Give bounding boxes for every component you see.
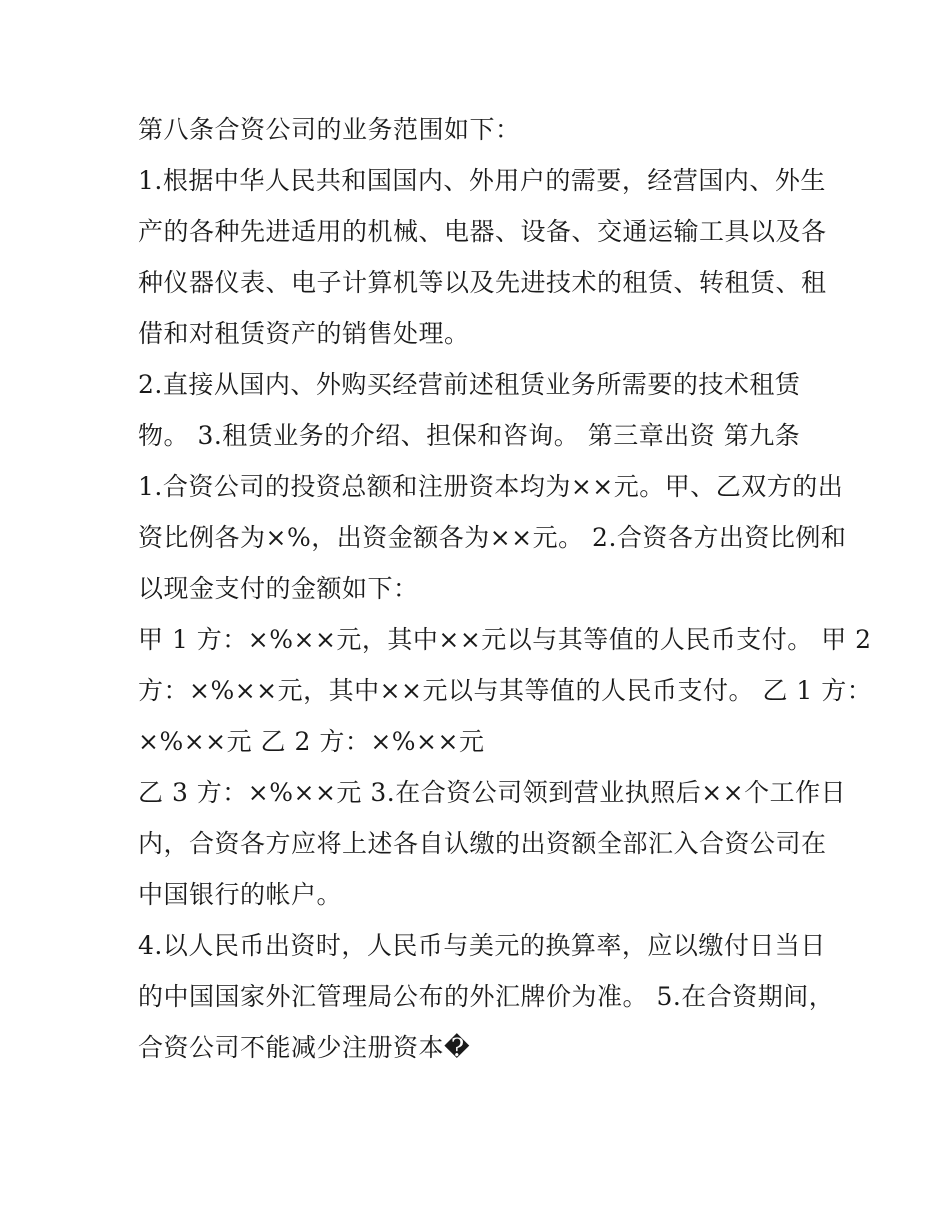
text-line: 中国银行的帐户。 [138,880,343,909]
text-line: 种仪器仪表、电子计算机等以及先进技术的租赁、转租赁、租 [138,268,827,297]
text-line: 借和对租赁资产的销售处理。 [138,319,470,348]
text-line: 物。 3.租赁业务的介绍、担保和咨询。 第三章出资 第九条 [138,421,801,450]
text-line: 产的各种先进适用的机械、电器、设备、交通运输工具以及各 [138,217,827,246]
text-line: 乙 3 方：×%××元 3.在合资公司领到营业执照后××个工作日 [138,778,847,807]
text-line: 内，合资各方应将上述各自认缴的出资额全部汇入合资公司在 [138,829,827,858]
text-line: 第八条合资公司的业务范围如下： [138,115,521,144]
text-line: ×%××元 乙 2 方：×%××元 [138,727,485,756]
text-line: 资比例各为×%，出资金额各为××元。 2.合资各方出资比例和 [138,523,847,552]
text-line: 1.合资公司的投资总额和注册资本均为××元。甲、乙双方的出 [138,472,844,501]
text-line: 以现金支付的金额如下： [138,574,419,603]
text-line: 合资公司不能减少注册资本� [138,1033,471,1062]
text-line: 方：×%××元，其中××元以与其等值的人民币支付。 乙 1 方： [138,676,873,705]
text-line: 2.直接从国内、外购买经营前述租赁业务所需要的技术租赁 [138,370,801,399]
document-body [138,104,873,1073]
text-line: 甲 1 方：×%××元，其中××元以与其等值的人民币支付。 甲 2 [138,625,872,654]
text-line: 4.以人民币出资时，人民币与美元的换算率，应以缴付日当日 [138,931,826,960]
text-line: 的中国国家外汇管理局公布的外汇牌价为准。 5.在合资期间， [138,982,835,1011]
text-line: 1.根据中华人民共和国国内、外用户的需要，经营国内、外生 [138,166,826,195]
